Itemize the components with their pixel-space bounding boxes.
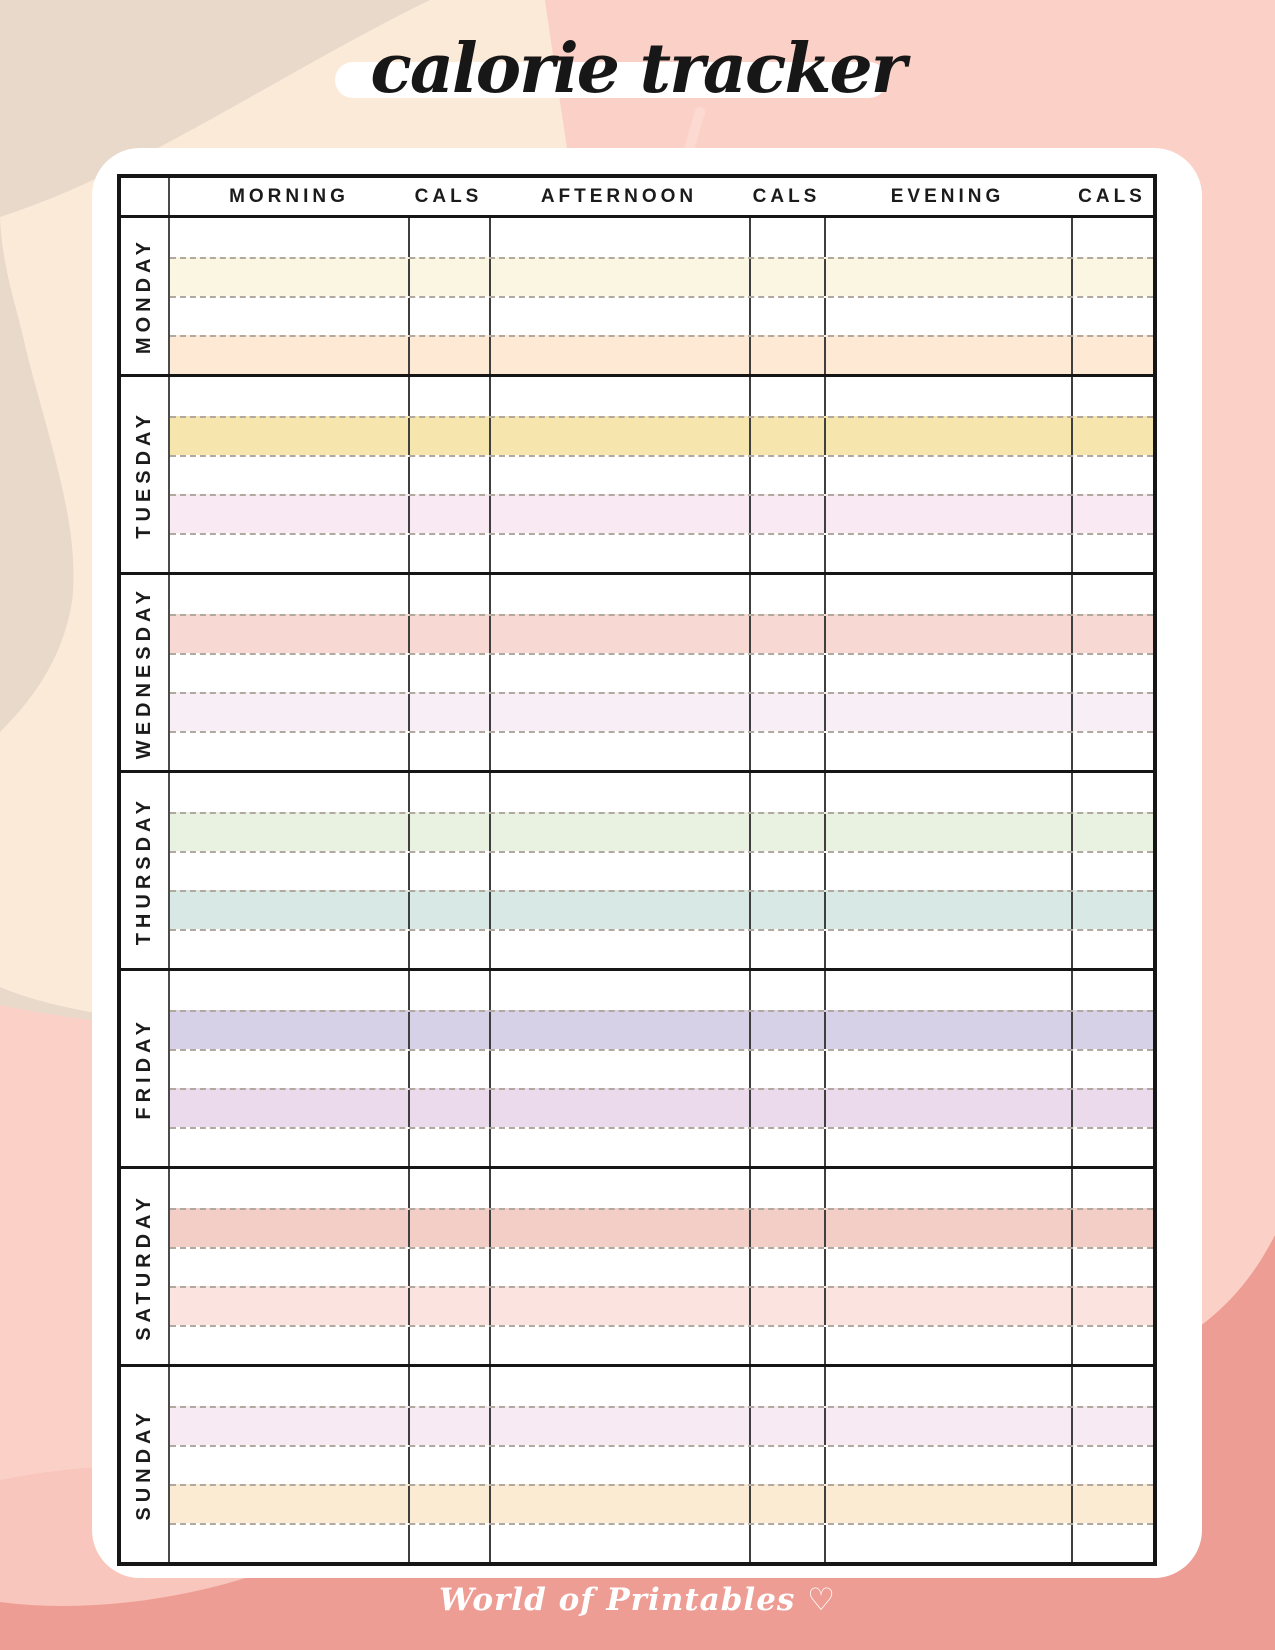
day-block-sunday	[121, 1364, 1153, 1562]
day-label-text: THURSDAY	[133, 795, 155, 946]
entry-cell-cals-3[interactable]	[1071, 377, 1153, 416]
entry-cell-cals-1[interactable]	[408, 1447, 489, 1484]
entry-cell-afternoon[interactable]	[489, 853, 749, 890]
entry-cell-cals-3[interactable]	[1071, 259, 1153, 296]
entry-cell-cals-2[interactable]	[749, 655, 824, 692]
entry-cell-afternoon[interactable]	[489, 1486, 749, 1523]
entry-cell-afternoon[interactable]	[489, 1408, 749, 1445]
entry-cell-cals-2[interactable]	[749, 1486, 824, 1523]
entry-cell-morning[interactable]	[170, 535, 408, 572]
entry-cell-cals-1[interactable]	[408, 1486, 489, 1523]
table-row	[170, 575, 1153, 614]
entry-cell-morning[interactable]	[170, 1012, 408, 1049]
entry-cell-evening[interactable]	[824, 1249, 1071, 1286]
entry-cell-cals-3[interactable]	[1071, 535, 1153, 572]
entry-cell-cals-1[interactable]	[408, 773, 489, 812]
entry-cell-evening[interactable]	[824, 853, 1071, 890]
entry-cell-morning[interactable]	[170, 259, 408, 296]
entry-cell-afternoon[interactable]	[489, 337, 749, 374]
entry-cell-afternoon[interactable]	[489, 418, 749, 455]
entry-cell-evening[interactable]	[824, 1408, 1071, 1445]
day-label-wednesday	[121, 575, 170, 770]
day-block-friday	[121, 968, 1153, 1166]
day-label-text: MONDAY	[133, 237, 155, 355]
entry-cell-cals-3[interactable]	[1071, 931, 1153, 968]
table-row	[170, 773, 1153, 812]
entry-cell-evening[interactable]	[824, 1367, 1071, 1406]
entry-cell-afternoon[interactable]	[489, 1327, 749, 1364]
entry-cell-afternoon[interactable]	[489, 1210, 749, 1247]
entry-cell-cals-1[interactable]	[408, 377, 489, 416]
entry-cell-morning[interactable]	[170, 853, 408, 890]
entry-cell-afternoon[interactable]	[489, 694, 749, 731]
entry-cell-cals-3[interactable]	[1071, 773, 1153, 812]
entry-cell-cals-3[interactable]	[1071, 1210, 1153, 1247]
entry-cell-afternoon[interactable]	[489, 298, 749, 335]
entry-cell-evening[interactable]	[824, 496, 1071, 533]
entry-cell-morning[interactable]	[170, 931, 408, 968]
entry-cell-afternoon[interactable]	[489, 1288, 749, 1325]
entry-cell-cals-2[interactable]	[749, 259, 824, 296]
entry-cell-morning[interactable]	[170, 655, 408, 692]
entry-cell-cals-2[interactable]	[749, 733, 824, 770]
entry-cell-morning[interactable]	[170, 773, 408, 812]
entry-cell-morning[interactable]	[170, 1169, 408, 1208]
calorie-table	[117, 174, 1157, 1566]
day-label-text: FRIDAY	[133, 1017, 155, 1120]
entry-cell-afternoon[interactable]	[489, 814, 749, 851]
entry-cell-cals-1[interactable]	[408, 1210, 489, 1247]
entry-cell-evening[interactable]	[824, 377, 1071, 416]
entry-cell-cals-1[interactable]	[408, 457, 489, 494]
entry-cell-cals-3[interactable]	[1071, 1408, 1153, 1445]
day-rows	[170, 575, 1153, 770]
table-row	[170, 416, 1153, 455]
entry-cell-cals-1[interactable]	[408, 616, 489, 653]
entry-cell-afternoon[interactable]	[489, 1525, 749, 1562]
entry-cell-cals-3[interactable]	[1071, 853, 1153, 890]
table-row	[170, 1010, 1153, 1049]
entry-cell-morning[interactable]	[170, 814, 408, 851]
entry-cell-cals-2[interactable]	[749, 496, 824, 533]
table-row	[170, 1406, 1153, 1445]
entry-cell-evening[interactable]	[824, 1012, 1071, 1049]
entry-cell-evening[interactable]	[824, 931, 1071, 968]
entry-cell-afternoon[interactable]	[489, 377, 749, 416]
entry-cell-afternoon[interactable]	[489, 535, 749, 572]
entry-cell-cals-2[interactable]	[749, 1051, 824, 1088]
entry-cell-morning[interactable]	[170, 575, 408, 614]
day-block-monday	[121, 218, 1153, 374]
table-row	[170, 218, 1153, 257]
entry-cell-cals-1[interactable]	[408, 1129, 489, 1166]
column-header-evening: EVENING	[890, 185, 1005, 207]
brand-footer: World of Printables ♡	[439, 1582, 836, 1618]
entry-cell-evening[interactable]	[824, 694, 1071, 731]
entry-cell-cals-1[interactable]	[408, 337, 489, 374]
entry-cell-cals-1[interactable]	[408, 1090, 489, 1127]
entry-cell-morning[interactable]	[170, 892, 408, 929]
table-row	[170, 494, 1153, 533]
entry-cell-afternoon[interactable]	[489, 1090, 749, 1127]
day-rows	[170, 1367, 1153, 1562]
entry-cell-cals-2[interactable]	[749, 853, 824, 890]
entry-cell-cals-3[interactable]	[1071, 1447, 1153, 1484]
column-header-cals-2: CALS	[752, 185, 821, 207]
entry-cell-cals-3[interactable]	[1071, 418, 1153, 455]
entry-cell-afternoon[interactable]	[489, 616, 749, 653]
entry-cell-morning[interactable]	[170, 1525, 408, 1562]
day-label-monday	[121, 218, 170, 374]
entry-cell-morning[interactable]	[170, 457, 408, 494]
entry-cell-cals-1[interactable]	[408, 814, 489, 851]
entry-cell-cals-1[interactable]	[408, 1525, 489, 1562]
entry-cell-cals-1[interactable]	[408, 971, 489, 1010]
column-header-morning: MORNING	[229, 185, 349, 207]
entry-cell-afternoon[interactable]	[489, 1012, 749, 1049]
entry-cell-morning[interactable]	[170, 218, 408, 257]
entry-cell-cals-3[interactable]	[1071, 1327, 1153, 1364]
table-row	[170, 1088, 1153, 1127]
day-label-thursday	[121, 773, 170, 968]
entry-cell-afternoon[interactable]	[489, 892, 749, 929]
entry-cell-cals-2[interactable]	[749, 298, 824, 335]
entry-cell-cals-1[interactable]	[408, 575, 489, 614]
table-row	[170, 851, 1153, 890]
entry-cell-cals-2[interactable]	[749, 1090, 824, 1127]
table-row	[170, 1367, 1153, 1406]
column-header-cals-3: CALS	[1078, 185, 1146, 207]
entry-cell-evening[interactable]	[824, 1051, 1071, 1088]
table-body	[121, 218, 1153, 1562]
entry-cell-evening[interactable]	[824, 971, 1071, 1010]
table-row	[170, 257, 1153, 296]
entry-cell-afternoon[interactable]	[489, 773, 749, 812]
page-title: calorie tracker	[370, 29, 905, 109]
entry-cell-morning[interactable]	[170, 1051, 408, 1088]
column-header-cals-1: CALS	[414, 185, 483, 207]
entry-cell-morning[interactable]	[170, 496, 408, 533]
entry-cell-morning[interactable]	[170, 733, 408, 770]
entry-cell-cals-1[interactable]	[408, 733, 489, 770]
entry-cell-cals-3[interactable]	[1071, 616, 1153, 653]
entry-cell-cals-1[interactable]	[408, 655, 489, 692]
entry-cell-cals-3[interactable]	[1071, 218, 1153, 257]
entry-cell-evening[interactable]	[824, 535, 1071, 572]
entry-cell-cals-2[interactable]	[749, 1288, 824, 1325]
entry-cell-cals-2[interactable]	[749, 218, 824, 257]
entry-cell-morning[interactable]	[170, 1288, 408, 1325]
table-row	[170, 692, 1153, 731]
entry-cell-evening[interactable]	[824, 1327, 1071, 1364]
entry-cell-evening[interactable]	[824, 575, 1071, 614]
entry-cell-cals-2[interactable]	[749, 418, 824, 455]
table-row	[170, 890, 1153, 929]
table-row	[170, 929, 1153, 968]
entry-cell-cals-1[interactable]	[408, 1327, 489, 1364]
entry-cell-cals-1[interactable]	[408, 496, 489, 533]
entry-cell-cals-2[interactable]	[749, 575, 824, 614]
entry-cell-morning[interactable]	[170, 337, 408, 374]
entry-cell-evening[interactable]	[824, 1447, 1071, 1484]
entry-cell-morning[interactable]	[170, 1327, 408, 1364]
table-header-row	[121, 178, 1153, 218]
table-row	[170, 296, 1153, 335]
entry-cell-cals-2[interactable]	[749, 1012, 824, 1049]
table-row	[170, 533, 1153, 572]
day-label-friday	[121, 971, 170, 1166]
entry-cell-cals-2[interactable]	[749, 1327, 824, 1364]
entry-cell-cals-3[interactable]	[1071, 1090, 1153, 1127]
entry-cell-cals-3[interactable]	[1071, 694, 1153, 731]
entry-cell-cals-2[interactable]	[749, 1525, 824, 1562]
entry-cell-cals-2[interactable]	[749, 616, 824, 653]
day-rows	[170, 218, 1153, 374]
entry-cell-cals-1[interactable]	[408, 1288, 489, 1325]
entry-cell-afternoon[interactable]	[489, 457, 749, 494]
entry-cell-cals-3[interactable]	[1071, 971, 1153, 1010]
entry-cell-cals-1[interactable]	[408, 853, 489, 890]
entry-cell-cals-1[interactable]	[408, 892, 489, 929]
entry-cell-cals-2[interactable]	[749, 892, 824, 929]
entry-cell-cals-2[interactable]	[749, 1367, 824, 1406]
entry-cell-morning[interactable]	[170, 1447, 408, 1484]
entry-cell-cals-3[interactable]	[1071, 1288, 1153, 1325]
entry-cell-cals-3[interactable]	[1071, 733, 1153, 770]
day-label-text: WEDNESDAY	[133, 585, 155, 760]
day-rows	[170, 773, 1153, 968]
entry-cell-morning[interactable]	[170, 1367, 408, 1406]
table-row	[170, 614, 1153, 653]
entry-cell-evening[interactable]	[824, 892, 1071, 929]
entry-cell-cals-2[interactable]	[749, 1249, 824, 1286]
entry-cell-morning[interactable]	[170, 377, 408, 416]
table-row	[170, 335, 1153, 374]
entry-cell-afternoon[interactable]	[489, 259, 749, 296]
entry-cell-cals-1[interactable]	[408, 218, 489, 257]
table-row	[170, 1523, 1153, 1562]
entry-cell-cals-3[interactable]	[1071, 337, 1153, 374]
entry-cell-morning[interactable]	[170, 298, 408, 335]
entry-cell-evening[interactable]	[824, 298, 1071, 335]
entry-cell-cals-2[interactable]	[749, 814, 824, 851]
entry-cell-evening[interactable]	[824, 814, 1071, 851]
entry-cell-evening[interactable]	[824, 1090, 1071, 1127]
entry-cell-afternoon[interactable]	[489, 1051, 749, 1088]
entry-cell-cals-2[interactable]	[749, 971, 824, 1010]
entry-cell-morning[interactable]	[170, 1210, 408, 1247]
entry-cell-morning[interactable]	[170, 1249, 408, 1286]
entry-cell-morning[interactable]	[170, 418, 408, 455]
entry-cell-evening[interactable]	[824, 218, 1071, 257]
day-label-tuesday	[121, 377, 170, 572]
entry-cell-cals-1[interactable]	[408, 694, 489, 731]
entry-cell-cals-2[interactable]	[749, 773, 824, 812]
entry-cell-cals-2[interactable]	[749, 457, 824, 494]
table-row	[170, 1049, 1153, 1088]
day-label-text: SATURDAY	[133, 1192, 155, 1341]
entry-cell-cals-1[interactable]	[408, 535, 489, 572]
entry-cell-afternoon[interactable]	[489, 1129, 749, 1166]
entry-cell-afternoon[interactable]	[489, 1367, 749, 1406]
entry-cell-afternoon[interactable]	[489, 971, 749, 1010]
entry-cell-cals-2[interactable]	[749, 1408, 824, 1445]
entry-cell-evening[interactable]	[824, 655, 1071, 692]
entry-cell-cals-1[interactable]	[408, 259, 489, 296]
day-label-text: SUNDAY	[133, 1408, 155, 1521]
entry-cell-cals-3[interactable]	[1071, 1249, 1153, 1286]
table-row	[170, 971, 1153, 1010]
entry-cell-afternoon[interactable]	[489, 1447, 749, 1484]
table-row	[170, 1127, 1153, 1166]
day-block-tuesday	[121, 374, 1153, 572]
entry-cell-morning[interactable]	[170, 1486, 408, 1523]
entry-cell-evening[interactable]	[824, 1169, 1071, 1208]
entry-cell-cals-1[interactable]	[408, 1249, 489, 1286]
day-rows	[170, 1169, 1153, 1364]
entry-cell-afternoon[interactable]	[489, 733, 749, 770]
table-row	[170, 1208, 1153, 1247]
entry-cell-evening[interactable]	[824, 457, 1071, 494]
entry-cell-evening[interactable]	[824, 616, 1071, 653]
entry-cell-afternoon[interactable]	[489, 655, 749, 692]
entry-cell-cals-3[interactable]	[1071, 1525, 1153, 1562]
table-row	[170, 1169, 1153, 1208]
day-label-sunday	[121, 1367, 170, 1562]
column-header-afternoon: AFTERNOON	[540, 185, 698, 207]
day-label-saturday	[121, 1169, 170, 1364]
entry-cell-cals-3[interactable]	[1071, 575, 1153, 614]
entry-cell-evening[interactable]	[824, 1210, 1071, 1247]
entry-cell-cals-3[interactable]	[1071, 892, 1153, 929]
table-row	[170, 377, 1153, 416]
entry-cell-cals-1[interactable]	[408, 1051, 489, 1088]
day-label-text: TUESDAY	[133, 410, 155, 539]
entry-cell-cals-1[interactable]	[408, 1012, 489, 1049]
table-row	[170, 455, 1153, 494]
entry-cell-morning[interactable]	[170, 1090, 408, 1127]
entry-cell-afternoon[interactable]	[489, 1249, 749, 1286]
table-row	[170, 653, 1153, 692]
entry-cell-morning[interactable]	[170, 694, 408, 731]
entry-cell-evening[interactable]	[824, 1486, 1071, 1523]
day-rows	[170, 971, 1153, 1166]
entry-cell-cals-1[interactable]	[408, 931, 489, 968]
entry-cell-afternoon[interactable]	[489, 1169, 749, 1208]
day-column-header	[121, 178, 170, 215]
day-rows	[170, 377, 1153, 572]
entry-cell-cals-1[interactable]	[408, 418, 489, 455]
entry-cell-evening[interactable]	[824, 337, 1071, 374]
entry-cell-cals-2[interactable]	[749, 1210, 824, 1247]
entry-cell-cals-3[interactable]	[1071, 1367, 1153, 1406]
entry-cell-morning[interactable]	[170, 616, 408, 653]
entry-cell-cals-3[interactable]	[1071, 1129, 1153, 1166]
entry-cell-cals-1[interactable]	[408, 1367, 489, 1406]
table-row	[170, 812, 1153, 851]
entry-cell-afternoon[interactable]	[489, 931, 749, 968]
entry-cell-afternoon[interactable]	[489, 218, 749, 257]
entry-cell-cals-2[interactable]	[749, 931, 824, 968]
entry-cell-cals-2[interactable]	[749, 1169, 824, 1208]
entry-cell-cals-3[interactable]	[1071, 298, 1153, 335]
entry-cell-evening[interactable]	[824, 773, 1071, 812]
entry-cell-evening[interactable]	[824, 733, 1071, 770]
entry-cell-cals-3[interactable]	[1071, 457, 1153, 494]
entry-cell-cals-3[interactable]	[1071, 1169, 1153, 1208]
entry-cell-evening[interactable]	[824, 1525, 1071, 1562]
entry-cell-cals-3[interactable]	[1071, 1051, 1153, 1088]
table-row	[170, 1286, 1153, 1325]
entry-cell-cals-2[interactable]	[749, 377, 824, 416]
entry-cell-morning[interactable]	[170, 971, 408, 1010]
table-row	[170, 1325, 1153, 1364]
day-block-wednesday	[121, 572, 1153, 770]
entry-cell-cals-3[interactable]	[1071, 814, 1153, 851]
entry-cell-evening[interactable]	[824, 1288, 1071, 1325]
entry-cell-morning[interactable]	[170, 1129, 408, 1166]
entry-cell-afternoon[interactable]	[489, 575, 749, 614]
entry-cell-morning[interactable]	[170, 1408, 408, 1445]
table-row	[170, 731, 1153, 770]
entry-cell-cals-2[interactable]	[749, 1447, 824, 1484]
entry-cell-cals-3[interactable]	[1071, 496, 1153, 533]
day-block-thursday	[121, 770, 1153, 968]
entry-cell-cals-2[interactable]	[749, 694, 824, 731]
entry-cell-evening[interactable]	[824, 1129, 1071, 1166]
entry-cell-cals-1[interactable]	[408, 298, 489, 335]
entry-cell-cals-1[interactable]	[408, 1169, 489, 1208]
table-row	[170, 1445, 1153, 1484]
entry-cell-cals-1[interactable]	[408, 1408, 489, 1445]
table-row	[170, 1484, 1153, 1523]
entry-cell-evening[interactable]	[824, 259, 1071, 296]
entry-cell-cals-3[interactable]	[1071, 1486, 1153, 1523]
entry-cell-cals-2[interactable]	[749, 337, 824, 374]
entry-cell-cals-2[interactable]	[749, 1129, 824, 1166]
entry-cell-evening[interactable]	[824, 418, 1071, 455]
day-block-saturday	[121, 1166, 1153, 1364]
table-row	[170, 1247, 1153, 1286]
entry-cell-cals-3[interactable]	[1071, 655, 1153, 692]
entry-cell-cals-3[interactable]	[1071, 1012, 1153, 1049]
entry-cell-cals-2[interactable]	[749, 535, 824, 572]
entry-cell-afternoon[interactable]	[489, 496, 749, 533]
